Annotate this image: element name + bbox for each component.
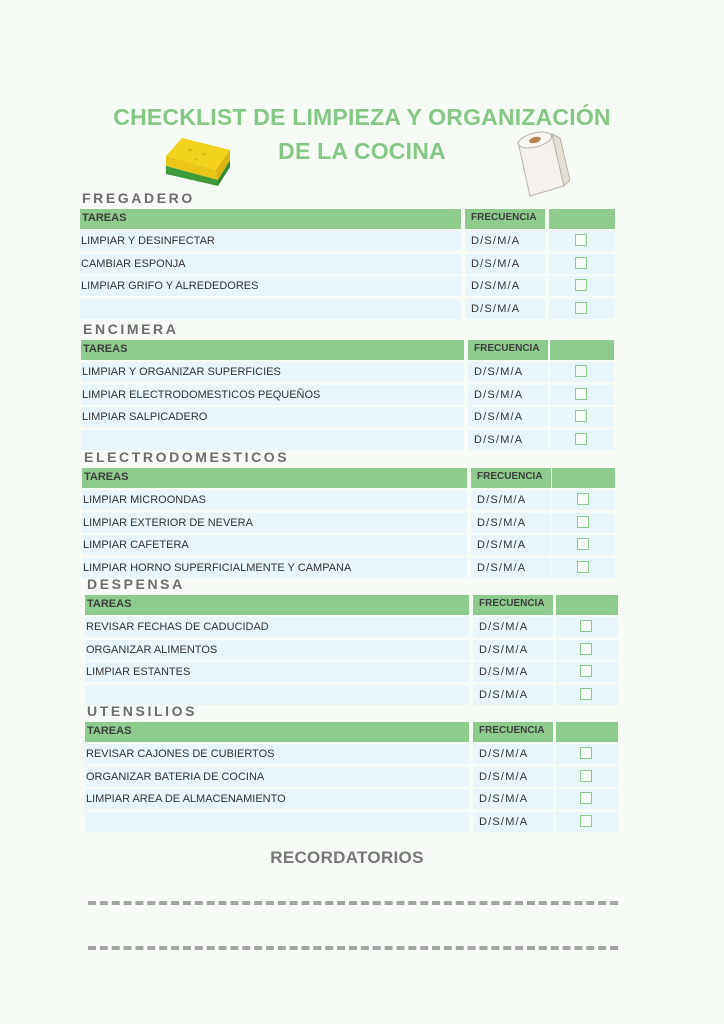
check-cell [556,662,618,682]
task-label: CAMBIAR ESPONJA [81,257,186,270]
header-frequency-label: FRECUENCIA [474,343,540,354]
task-cell [81,362,464,382]
task-cell [81,430,464,450]
check-cell [552,558,615,578]
frequency-label: D/S/M/A [479,793,529,805]
task-label: ORGANIZAR ALIMENTOS [86,643,218,656]
check-cell [552,513,615,533]
frequency-label: D/S/M/A [474,433,524,446]
header-tasks [81,340,464,360]
frequency-cell [473,744,553,764]
check-cell [552,535,615,555]
sponge-icon [160,134,232,186]
frequency-label: D/S/M/A [479,688,529,701]
task-cell [80,231,461,251]
header-frequency [471,468,551,488]
frequency-cell [473,662,553,682]
task-cell [85,812,469,832]
header-check [549,209,615,229]
frequency-cell [465,254,545,274]
task-cell [85,744,469,764]
task-checkbox[interactable] [575,279,587,291]
frequency-cell [473,812,553,832]
task-checkbox[interactable] [580,643,592,655]
frequency-label: D/S/M/A [479,643,529,656]
task-checkbox[interactable] [577,561,589,573]
header-frequency-label: FRECUENCIA [479,725,545,736]
frequency-cell [465,276,545,296]
task-label: LIMPIAR GRIFO Y ALREDEDORES [81,280,259,292]
header-frequency [465,209,545,229]
frequency-cell [471,535,551,555]
task-checkbox[interactable] [575,302,587,314]
check-cell [550,362,614,382]
task-cell [85,617,469,637]
frequency-label: D/S/M/A [474,411,524,423]
frequency-label: D/S/M/A [471,235,521,247]
task-checkbox[interactable] [580,815,592,827]
frequency-cell [473,617,553,637]
task-label: ORGANIZAR BATERIA DE COCINA [86,770,265,783]
task-checkbox[interactable] [580,620,592,632]
header-tasks [82,468,467,488]
task-label: LIMPIAR Y DESINFECTAR [81,235,215,247]
frequency-label: D/S/M/A [479,621,529,633]
check-cell [549,231,615,251]
section-title: DESPENSA [87,576,185,592]
task-cell [80,254,461,274]
header-check [556,722,618,742]
section-title: FREGADERO [82,190,195,206]
task-checkbox[interactable] [575,433,587,445]
task-label: LIMPIAR SALPICADERO [82,411,208,423]
header-tasks [85,595,469,615]
header-frequency-label: FRECUENCIA [479,598,545,609]
check-cell [556,812,618,832]
header-tasks-label: TAREAS [87,598,132,610]
header-frequency-label: FRECUENCIA [477,471,543,482]
check-cell [552,490,615,510]
frequency-label: D/S/M/A [477,561,527,574]
header-tasks-label: TAREAS [82,212,127,224]
task-label: LIMPIAR AREA DE ALMACENAMIENTO [86,793,286,805]
check-cell [549,299,615,319]
header-tasks [80,209,461,229]
header-check [556,595,618,615]
task-checkbox[interactable] [577,493,589,505]
check-cell [550,385,614,405]
task-cell [85,767,469,787]
task-cell [81,407,464,427]
header-frequency-label: FRECUENCIA [471,212,537,223]
task-cell [85,789,469,809]
task-cell [82,558,467,578]
frequency-cell [473,767,553,787]
task-label: LIMPIAR Y ORGANIZAR SUPERFICIES [82,366,281,378]
task-label: REVISAR CAJONES DE CUBIERTOS [86,748,275,760]
frequency-cell [468,430,548,450]
reminder-line[interactable] [88,901,618,905]
frequency-label: D/S/M/A [477,539,527,551]
frequency-label: D/S/M/A [479,748,529,760]
section-title: UTENSILIOS [87,703,198,719]
check-cell [556,789,618,809]
frequency-cell [473,685,553,705]
task-checkbox[interactable] [580,792,592,804]
frequency-cell [471,558,551,578]
check-cell [556,767,618,787]
header-frequency [473,595,553,615]
task-checkbox[interactable] [580,665,592,677]
header-frequency [468,340,548,360]
check-cell [556,744,618,764]
task-checkbox[interactable] [577,538,589,550]
task-checkbox[interactable] [580,688,592,700]
task-label: LIMPIAR MICROONDAS [83,494,206,506]
reminders-title: RECORDATORIOS [270,848,424,867]
task-checkbox[interactable] [575,388,587,400]
check-cell [549,254,615,274]
check-cell [556,617,618,637]
frequency-label: D/S/M/A [479,815,529,828]
task-cell [85,662,469,682]
frequency-cell [473,640,553,660]
task-cell [81,385,464,405]
task-label: LIMPIAR ESTANTES [86,666,191,678]
task-cell [82,535,467,555]
section-title: ENCIMERA [83,321,179,337]
frequency-cell [471,513,551,533]
header-tasks-label: TAREAS [83,343,128,355]
task-checkbox[interactable] [580,770,592,782]
task-label: LIMPIAR ELECTRODOMESTICOS PEQUEÑOS [82,388,321,401]
frequency-label: D/S/M/A [471,280,521,292]
frequency-cell [471,490,551,510]
task-checkbox[interactable] [575,410,587,422]
header-check [552,468,615,488]
task-checkbox[interactable] [575,234,587,246]
header-tasks-label: TAREAS [84,471,129,483]
task-cell [82,513,467,533]
frequency-label: D/S/M/A [479,770,529,783]
frequency-cell [468,385,548,405]
document-title-line2: DE LA COCINA [278,138,446,164]
check-cell [556,640,618,660]
check-cell [549,276,615,296]
check-cell [550,407,614,427]
task-checkbox[interactable] [577,516,589,528]
check-cell [550,430,614,450]
frequency-label: D/S/M/A [477,516,527,529]
frequency-label: D/S/M/A [474,366,524,378]
frequency-cell [473,789,553,809]
task-checkbox[interactable] [575,365,587,377]
frequency-label: D/S/M/A [474,388,524,401]
document-title-line1: CHECKLIST DE LIMPIEZA Y ORGANIZACIÓN [113,104,611,130]
task-cell [85,685,469,705]
task-label: LIMPIAR EXTERIOR DE NEVERA [83,516,253,529]
reminder-line[interactable] [88,946,618,950]
task-label: REVISAR FECHAS DE CADUCIDAD [86,621,269,633]
header-frequency [473,722,553,742]
task-cell [85,640,469,660]
toilet-paper-icon [504,128,570,200]
frequency-cell [465,299,545,319]
frequency-cell [465,231,545,251]
header-tasks [85,722,469,742]
frequency-label: D/S/M/A [479,666,529,678]
task-label: LIMPIAR CAFETERA [83,539,189,551]
header-check [550,340,614,360]
section-title: ELECTRODOMESTICOS [84,449,290,465]
header-tasks-label: TAREAS [87,725,132,737]
frequency-label: D/S/M/A [471,257,521,270]
task-checkbox[interactable] [580,747,592,759]
frequency-label: D/S/M/A [477,494,527,506]
task-checkbox[interactable] [575,257,587,269]
frequency-cell [468,362,548,382]
frequency-cell [468,407,548,427]
check-cell [556,685,618,705]
task-cell [80,276,461,296]
task-label: LIMPIAR HORNO SUPERFICIALMENTE Y CAMPANA [83,561,352,574]
task-cell [80,299,461,319]
task-cell [82,490,467,510]
frequency-label: D/S/M/A [471,302,521,315]
